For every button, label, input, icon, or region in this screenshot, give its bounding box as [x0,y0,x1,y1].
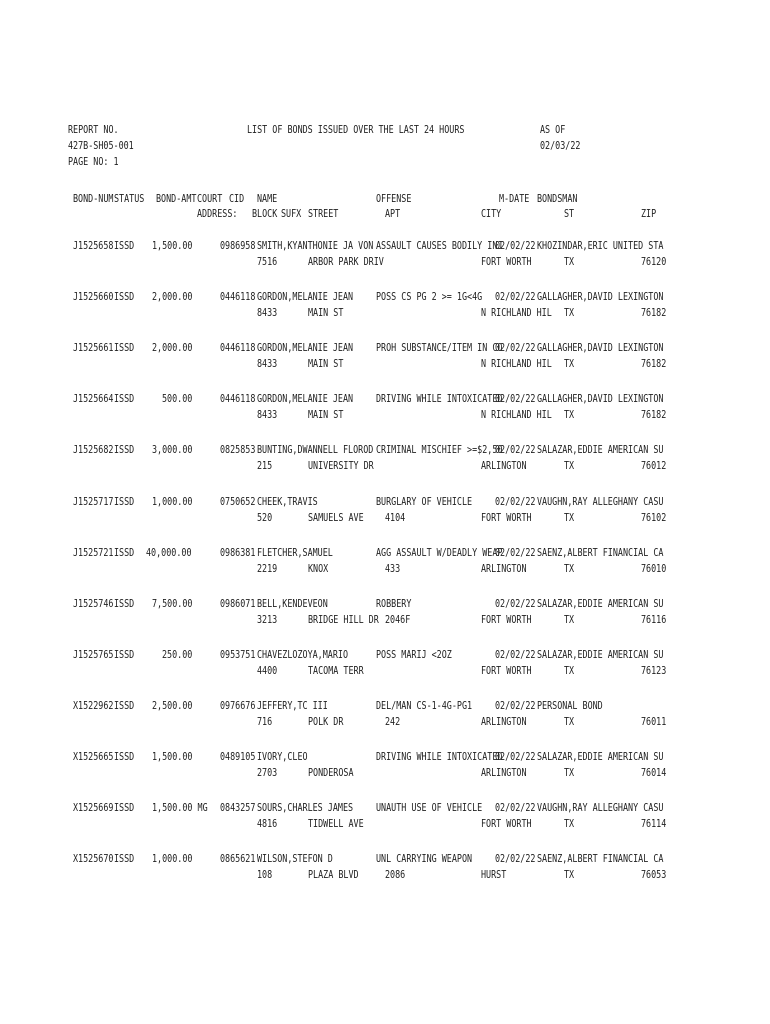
offense: CRIMINAL MISCHIEF >=$2,50 [376,444,503,456]
state: TX [564,563,575,575]
state: TX [564,460,575,472]
bond-number: J1525664 [73,393,114,405]
state: TX [564,665,575,677]
report-number: 427B-SH05-001 [68,140,134,152]
defendant-name: IVORY,CLEO [257,751,308,763]
col-offense: OFFENSE [376,193,412,205]
bondsman: KHOZINDAR,ERIC UNITED STA [537,240,664,252]
zip: 76114 [641,818,667,830]
as-of-label: AS OF [540,124,566,136]
block: 7516 [257,256,278,268]
zip: 76182 [641,358,667,370]
as-of-date: 02/03/22 [540,140,581,152]
m-date: 02/02/22 [495,240,536,252]
bond-number: J1525765 [73,649,114,661]
status: ISSD [114,547,135,559]
city: HURST [481,869,507,881]
zip: 76014 [641,767,667,779]
m-date: 02/02/22 [495,853,536,865]
bond-amount: 2,000.00 [151,291,192,303]
col-bond-num: BOND-NUM [73,193,114,205]
status: ISSD [114,649,135,661]
defendant-name: SMITH,KYANTHONIE JA VON [257,240,374,252]
state: TX [564,358,575,370]
zip: 76102 [641,512,667,524]
offense: UNAUTH USE OF VEHICLE [376,802,483,814]
status: ISSD [114,240,135,252]
bond-number: X1525670 [73,853,114,865]
cid: 0489105 [220,751,256,763]
cid: 0986958 [220,240,256,252]
bondsman: GALLAGHER,DAVID LEXINGTON [537,393,664,405]
cid: 0843257 [220,802,256,814]
block: 4400 [257,665,278,677]
status: ISSD [114,598,135,610]
bond-amount: 2,500.00 [151,700,192,712]
bond-number: X1525669 [73,802,114,814]
block: 3213 [257,614,278,626]
col-block: BLOCK [252,208,278,220]
bondsman: SALAZAR,EDDIE AMERICAN SU [537,649,664,661]
cid: 0446118 [220,291,256,303]
cid: 0953751 [220,649,256,661]
bondsman: SALAZAR,EDDIE AMERICAN SU [537,598,664,610]
zip: 76010 [641,563,667,575]
bond-number: J1525717 [73,496,114,508]
offense: ROBBERY [376,598,412,610]
m-date: 02/02/22 [495,393,536,405]
city: FORT WORTH [481,818,532,830]
m-date: 02/02/22 [495,547,536,559]
zip: 76120 [641,256,667,268]
m-date: 02/02/22 [495,802,536,814]
col-court: COURT [197,193,223,205]
bond-number: J1525721 [73,547,114,559]
col-status: STATUS [114,193,145,205]
report-title: LIST OF BONDS ISSUED OVER THE LAST 24 HOURS [247,124,465,136]
status: ISSD [114,751,135,763]
offense: POSS MARIJ <2OZ [376,649,452,661]
cid: 0976676 [220,700,256,712]
bondsman: SALAZAR,EDDIE AMERICAN SU [537,444,664,456]
col-sufx: SUFX [281,208,302,220]
street: POLK DR [308,716,344,728]
bondsman: SALAZAR,EDDIE AMERICAN SU [537,751,664,763]
block: 4816 [257,818,278,830]
zip: 76053 [641,869,667,881]
block: 2703 [257,767,278,779]
cid: 0865621 [220,853,256,865]
state: TX [564,307,575,319]
cid: 0750652 [220,496,256,508]
m-date: 02/02/22 [495,444,536,456]
block: 215 [257,460,273,472]
offense: ASSAULT CAUSES BODILY INJ [376,240,503,252]
bond-amount: 250.00 [161,649,192,661]
street: MAIN ST [308,358,344,370]
defendant-name: GORDON,MELANIE JEAN [257,393,354,405]
status: ISSD [114,342,135,354]
defendant-name: BELL,KENDEVEON [257,598,328,610]
status: ISSD [114,444,135,456]
city: ARLINGTON [481,563,527,575]
block: 520 [257,512,273,524]
block: 2219 [257,563,278,575]
street: PONDEROSA [308,767,354,779]
m-date: 02/02/22 [495,649,536,661]
bond-amount: 1,000.00 [151,853,192,865]
defendant-name: BUNTING,DWANNELL FLOROD [257,444,374,456]
col-apt: APT [385,208,401,220]
col-name: NAME [257,193,278,205]
apt: 2086 [385,869,406,881]
street: MAIN ST [308,409,344,421]
street: ARBOR PARK DRIV [308,256,384,268]
bondsman: SAENZ,ALBERT FINANCIAL CA [537,853,664,865]
m-date: 02/02/22 [495,342,536,354]
street: PLAZA BLVD [308,869,359,881]
bond-number: J1525682 [73,444,114,456]
status: ISSD [114,393,135,405]
city: ARLINGTON [481,460,527,472]
state: TX [564,818,575,830]
col-zip: ZIP [641,208,657,220]
state: TX [564,716,575,728]
bondsman: SAENZ,ALBERT FINANCIAL CA [537,547,664,559]
zip: 76182 [641,307,667,319]
defendant-name: GORDON,MELANIE JEAN [257,291,354,303]
cid: 0446118 [220,393,256,405]
state: TX [564,869,575,881]
bond-amount: 40,000.00 [146,547,192,559]
col-st: ST [564,208,575,220]
cid: 0825853 [220,444,256,456]
zip: 76012 [641,460,667,472]
m-date: 02/02/22 [495,598,536,610]
defendant-name: SOURS,CHARLES JAMES [257,802,354,814]
zip: 76182 [641,409,667,421]
cid: 0446118 [220,342,256,354]
report-no-label: REPORT NO. [68,124,119,136]
bond-amount: 1,500.00 MG [151,802,208,814]
apt: 4104 [385,512,406,524]
bondsman: GALLAGHER,DAVID LEXINGTON [537,342,664,354]
state: TX [564,767,575,779]
defendant-name: WILSON,STEFON D [257,853,333,865]
offense: BURGLARY OF VEHICLE [376,496,473,508]
defendant-name: GORDON,MELANIE JEAN [257,342,354,354]
status: ISSD [114,802,135,814]
m-date: 02/02/22 [495,291,536,303]
street: BRIDGE HILL DR [308,614,379,626]
city: N RICHLAND HIL [481,358,552,370]
cid: 0986381 [220,547,256,559]
col-cid: CID [229,193,245,205]
city: FORT WORTH [481,512,532,524]
m-date: 02/02/22 [495,700,536,712]
bond-number: J1525660 [73,291,114,303]
city: N RICHLAND HIL [481,409,552,421]
col-bondsman: BONDSMAN [537,193,578,205]
zip: 76011 [641,716,667,728]
apt: 433 [385,563,401,575]
block: 716 [257,716,273,728]
street: MAIN ST [308,307,344,319]
block: 8433 [257,358,278,370]
state: TX [564,512,575,524]
bond-number: J1525746 [73,598,114,610]
apt: 2046F [385,614,411,626]
bond-amount: 3,000.00 [151,444,192,456]
m-date: 02/02/22 [495,496,536,508]
street: UNIVERSITY DR [308,460,374,472]
status: ISSD [114,496,135,508]
city: ARLINGTON [481,767,527,779]
bond-number: X1522962 [73,700,114,712]
m-date: 02/02/22 [495,751,536,763]
defendant-name: FLETCHER,SAMUEL [257,547,333,559]
bond-amount: 1,000.00 [151,496,192,508]
bond-amount: 500.00 [161,393,192,405]
city: FORT WORTH [481,665,532,677]
bond-amount: 1,500.00 [151,240,192,252]
offense: PROH SUBSTANCE/ITEM IN CO [376,342,503,354]
block: 8433 [257,307,278,319]
city: ARLINGTON [481,716,527,728]
state: TX [564,614,575,626]
offense: DRIVING WHILE INTOXICATED [376,751,503,763]
bondsman: GALLAGHER,DAVID LEXINGTON [537,291,664,303]
street: TIDWELL AVE [308,818,364,830]
city: FORT WORTH [481,256,532,268]
defendant-name: CHAVEZLOZOYA,MARIO [257,649,349,661]
status: ISSD [114,291,135,303]
col-address: ADDRESS: [197,208,238,220]
status: ISSD [114,700,135,712]
block: 108 [257,869,273,881]
block: 8433 [257,409,278,421]
bond-number: J1525661 [73,342,114,354]
bondsman: PERSONAL BOND [537,700,603,712]
offense: POSS CS PG 2 >= 1G<4G [376,291,483,303]
col-mdate: M-DATE [499,193,530,205]
bond-amount: 7,500.00 [151,598,192,610]
street: TACOMA TERR [308,665,364,677]
bond-number: X1525665 [73,751,114,763]
defendant-name: CHEEK,TRAVIS [257,496,318,508]
bond-amount: 1,500.00 [151,751,192,763]
zip: 76116 [641,614,667,626]
offense: UNL CARRYING WEAPON [376,853,473,865]
bondsman: VAUGHN,RAY ALLEGHANY CASU [537,496,664,508]
status: ISSD [114,853,135,865]
col-street: STREET [308,208,339,220]
street: SAMUELS AVE [308,512,364,524]
city: FORT WORTH [481,614,532,626]
apt: 242 [385,716,401,728]
cid: 0986071 [220,598,256,610]
street: KNOX [308,563,329,575]
state: TX [564,409,575,421]
bond-number: J1525658 [73,240,114,252]
page-number: PAGE NO: 1 [68,156,119,168]
state: TX [564,256,575,268]
bondsman: VAUGHN,RAY ALLEGHANY CASU [537,802,664,814]
col-city: CITY [481,208,502,220]
offense: AGG ASSAULT W/DEADLY WEAP [376,547,503,559]
city: N RICHLAND HIL [481,307,552,319]
bond-amount: 2,000.00 [151,342,192,354]
zip: 76123 [641,665,667,677]
offense: DEL/MAN CS-1-4G-PG1 [376,700,473,712]
defendant-name: JEFFERY,TC III [257,700,328,712]
offense: DRIVING WHILE INTOXICATED [376,393,503,405]
col-bond-amt: BOND-AMT [156,193,197,205]
